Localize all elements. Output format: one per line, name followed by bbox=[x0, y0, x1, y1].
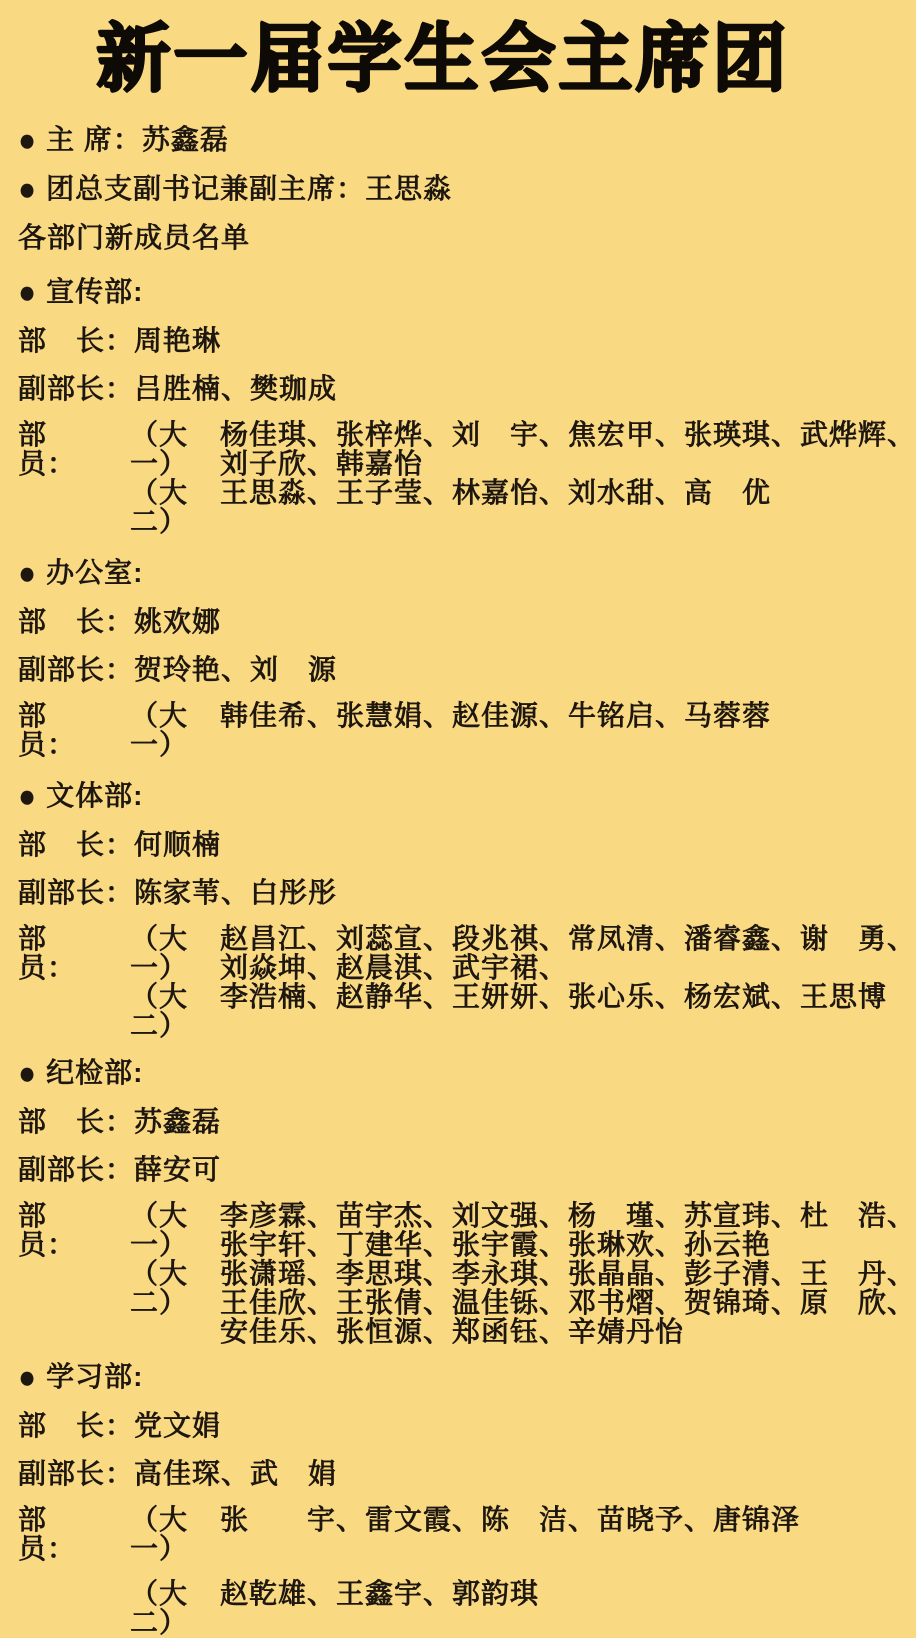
bullet-icon: ● bbox=[18, 1359, 38, 1396]
grade-group-sophomore bbox=[130, 1579, 868, 1637]
grade-label: （大一） bbox=[130, 1200, 189, 1261]
chief-row bbox=[18, 828, 868, 862]
member-groups bbox=[130, 1505, 868, 1637]
members-row bbox=[18, 1200, 916, 1348]
grade-group-freshman bbox=[130, 1201, 916, 1259]
member-label: 部 员： bbox=[18, 700, 77, 761]
name-lines bbox=[220, 982, 916, 1011]
deputy-label: 副部长： bbox=[18, 1458, 135, 1490]
grade-label: （大一） bbox=[130, 923, 189, 984]
vice-president-row bbox=[18, 172, 868, 207]
bullet-icon: ● bbox=[18, 171, 38, 208]
chief-name: 何顺楠 bbox=[134, 829, 222, 861]
deputy-label: 副部长： bbox=[18, 877, 135, 909]
member-label: 部 员： bbox=[18, 1504, 77, 1565]
name-lines bbox=[220, 924, 916, 982]
name-lines bbox=[220, 420, 916, 478]
chief-label: 部 长： bbox=[18, 606, 135, 638]
section-name: 学习部: bbox=[46, 1361, 144, 1393]
section-head-culture-sports bbox=[18, 779, 868, 814]
member-names-line: 刘焱坤、赵晨淇、武宇裙、 bbox=[220, 952, 569, 984]
member-groups bbox=[130, 924, 916, 1040]
grade-label: （大一） bbox=[130, 419, 189, 480]
member-names-line: 张 宇、雷文霞、陈 洁、苗晓予、唐锦泽 bbox=[220, 1504, 801, 1536]
section-head-study bbox=[18, 1360, 868, 1395]
member-names-line: 赵乾雄、王鑫宇、郭韵琪 bbox=[220, 1578, 540, 1610]
bullet-icon: ● bbox=[18, 778, 38, 815]
chief-row bbox=[18, 324, 868, 358]
chief-name: 党文娟 bbox=[134, 1410, 222, 1442]
vice-president-label: 团总支副书记兼副主席： bbox=[46, 173, 366, 205]
members-row bbox=[18, 1505, 868, 1637]
grade-label: （大二） bbox=[130, 981, 189, 1042]
name-lines bbox=[220, 1579, 868, 1608]
section-name: 宣传部: bbox=[46, 276, 144, 308]
president-name: 苏鑫磊 bbox=[141, 124, 229, 156]
bullet-icon: ● bbox=[18, 122, 38, 159]
grade-label: （大二） bbox=[130, 477, 189, 538]
section-head-office bbox=[18, 556, 868, 591]
member-names-line: 刘子欣、韩嘉怡 bbox=[220, 448, 424, 480]
member-names-line: 杨佳琪、张梓烨、刘 宇、焦宏甲、张瑛琪、武烨辉、 bbox=[220, 419, 916, 451]
grade-group-freshman bbox=[130, 1505, 868, 1563]
deputy-row bbox=[18, 653, 868, 687]
deputy-row bbox=[18, 372, 868, 406]
members-row bbox=[18, 419, 916, 538]
deputy-row bbox=[18, 876, 868, 910]
deputy-row bbox=[18, 1153, 868, 1187]
chief-row bbox=[18, 1105, 868, 1139]
section-head-publicity bbox=[18, 275, 868, 310]
bullet-icon: ● bbox=[18, 555, 38, 592]
member-names-line: 李彦霖、苗宇杰、刘文强、杨 瑾、苏宣玮、杜 浩、 bbox=[220, 1200, 916, 1232]
grade-label: （大一） bbox=[130, 1504, 189, 1565]
chief-name: 周艳琳 bbox=[134, 325, 222, 357]
member-names-line: 张宇轩、丁建华、张宇霞、张琳欢、孙云艳 bbox=[220, 1229, 772, 1261]
vice-president-name: 王思淼 bbox=[365, 173, 453, 205]
deputy-row bbox=[18, 1457, 868, 1491]
page-title: 新一届学生会主席团 bbox=[96, 17, 790, 100]
president-row bbox=[18, 123, 868, 158]
grade-group-freshman bbox=[130, 420, 916, 478]
member-label: 部 员： bbox=[18, 923, 77, 984]
name-lines bbox=[220, 1201, 916, 1259]
deputy-names: 薛安可 bbox=[134, 1154, 222, 1186]
members-row bbox=[18, 923, 916, 1042]
chief-row bbox=[18, 1409, 868, 1443]
section-name: 文体部: bbox=[46, 780, 144, 812]
grade-group-freshman bbox=[130, 924, 916, 982]
bullet-icon: ● bbox=[18, 274, 38, 311]
member-names-line: 赵昌江、刘蕊宣、段兆祺、常凤清、潘睿鑫、谢 勇、 bbox=[220, 923, 916, 955]
bullet-icon: ● bbox=[18, 1055, 38, 1092]
member-names-line: 张潇瑶、李思琪、李永琪、张晶晶、彭子清、王 丹、 bbox=[220, 1258, 916, 1290]
deputy-label: 副部长： bbox=[18, 1154, 135, 1186]
section-head-discipline bbox=[18, 1056, 868, 1091]
member-names-line: 王思淼、王子莹、林嘉怡、刘水甜、高 优 bbox=[220, 477, 772, 509]
name-lines bbox=[220, 1259, 916, 1346]
grade-label: （大二） bbox=[130, 1578, 189, 1638]
chief-label: 部 长： bbox=[18, 829, 135, 861]
section-name: 纪检部: bbox=[46, 1057, 144, 1089]
members-row bbox=[18, 701, 868, 759]
grade-group-sophomore bbox=[130, 478, 916, 536]
grade-group-sophomore bbox=[130, 982, 916, 1040]
chief-name: 姚欢娜 bbox=[134, 606, 222, 638]
chief-name: 苏鑫磊 bbox=[134, 1106, 222, 1138]
member-groups bbox=[130, 420, 916, 536]
member-label: 部 员： bbox=[18, 419, 77, 480]
section-name: 办公室: bbox=[46, 557, 144, 589]
name-lines bbox=[220, 701, 868, 730]
member-names-line: 李浩楠、赵静华、王妍妍、张心乐、杨宏斌、王思博 bbox=[220, 981, 888, 1013]
chief-label: 部 长： bbox=[18, 1106, 135, 1138]
member-names-line: 安佳乐、张恒源、郑函钰、辛婧丹怡 bbox=[220, 1316, 685, 1348]
chief-label: 部 长： bbox=[18, 1410, 135, 1442]
deputy-names: 陈家苇、白彤彤 bbox=[134, 877, 338, 909]
member-groups bbox=[130, 701, 868, 759]
member-groups bbox=[130, 1201, 916, 1346]
member-names-line: 韩佳希、张慧娟、赵佳源、牛铭启、马蓉蓉 bbox=[220, 700, 772, 732]
deputy-names: 贺玲艳、刘 源 bbox=[134, 654, 338, 686]
grade-label: （大二） bbox=[130, 1258, 189, 1319]
member-label: 部 员： bbox=[18, 1200, 77, 1261]
chief-row bbox=[18, 605, 868, 639]
president-label: 主 席： bbox=[46, 124, 142, 156]
name-lines bbox=[220, 1505, 868, 1534]
deputy-label: 副部长： bbox=[18, 373, 135, 405]
grade-group-freshman bbox=[130, 701, 868, 759]
member-names-line: 王佳欣、王张倩、温佳铄、邓书熠、贺锦琦、原 欣、 bbox=[220, 1287, 916, 1319]
deputy-names: 高佳琛、武 娟 bbox=[134, 1458, 338, 1490]
name-lines bbox=[220, 478, 916, 507]
deputy-names: 吕胜楠、樊珈成 bbox=[134, 373, 338, 405]
grade-label: （大一） bbox=[130, 700, 189, 761]
grade-group-sophomore bbox=[130, 1259, 916, 1346]
subtitle: 各部门新成员名单 bbox=[18, 222, 251, 254]
chief-label: 部 长： bbox=[18, 325, 135, 357]
deputy-label: 副部长： bbox=[18, 654, 135, 686]
